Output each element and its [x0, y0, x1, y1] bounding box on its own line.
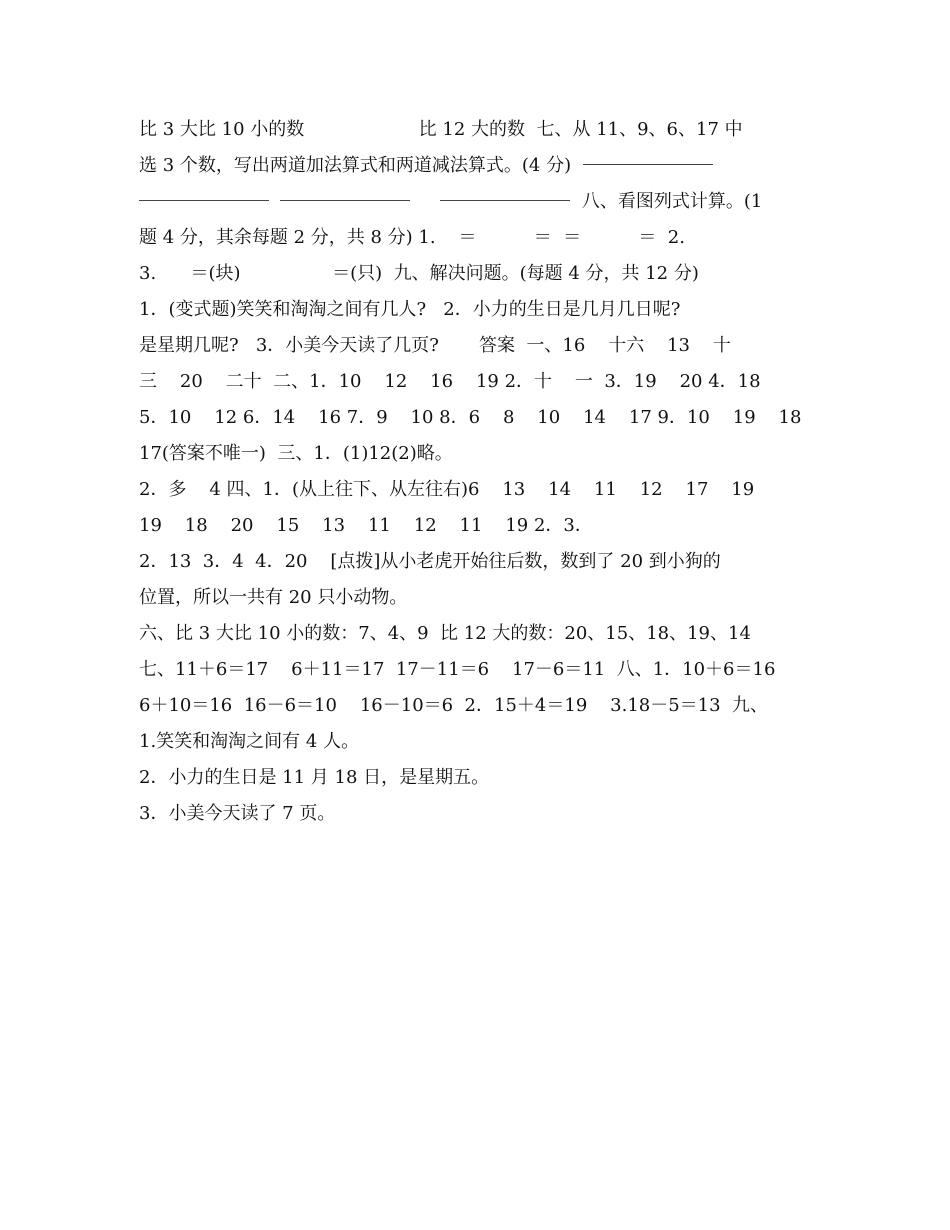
text-run: 题 4 分，其余每题 2 分，共 8 分) 1. ＝ ＝ ＝ ＝ 2.	[139, 227, 685, 248]
text-run: 是星期几呢? 3．小美今天读了几页? 答案 一、16 十六 13 十	[139, 335, 731, 356]
text-line	[139, 220, 819, 256]
text-line	[139, 508, 819, 544]
text-line	[139, 148, 819, 184]
answer-blank	[280, 200, 410, 201]
document-body	[139, 112, 819, 832]
text-line	[139, 616, 819, 652]
text-run	[269, 191, 280, 212]
text-run: 2．多 4 四、1．(从上往下、从左往右)6 13 14 11 12 17 19	[139, 479, 755, 500]
text-run: 选 3 个数，写出两道加法算式和两道减法算式。(4 分)	[139, 155, 583, 176]
answer-blank	[139, 200, 269, 201]
text-run: 6＋10＝16 16－6＝10 16－10＝6 2．15＋4＝19 3.18－5＝13 九、	[139, 695, 769, 716]
text-run: 2．13 3．4 4．20 [点拨]从小老虎开始往后数，数到了 20 到小狗的	[139, 551, 721, 572]
text-run: 3．小美今天读了 7 页。	[139, 803, 336, 824]
text-run: 三 20 二十 二、1．10 12 16 19 2．十 一 3．19 20 4．18	[139, 371, 761, 392]
text-line	[139, 796, 819, 832]
text-line	[139, 400, 819, 436]
text-line	[139, 688, 819, 724]
text-run: 位置，所以一共有 20 只小动物。	[139, 587, 408, 608]
text-line	[139, 436, 819, 472]
text-line	[139, 580, 819, 616]
text-line	[139, 112, 819, 148]
text-run: 5．10 12 6．14 16 7．9 10 8．6 8 10 14 17 9．10 19 18	[139, 407, 802, 428]
text-run: 1.笑笑和淘淘之间有 4 人。	[139, 731, 360, 752]
text-line	[139, 544, 819, 580]
text-line	[139, 760, 819, 796]
text-line	[139, 328, 819, 364]
text-line	[139, 472, 819, 508]
text-run: 八、看图列式计算。(1	[570, 191, 763, 212]
text-line	[139, 652, 819, 688]
text-run: 比 3 大比 10 小的数 比 12 大的数 七、从 11、9、6、17 中	[139, 119, 743, 140]
text-line	[139, 364, 819, 400]
text-line	[139, 184, 819, 220]
text-run: 17(答案不唯一) 三、1．(1)12(2)略。	[139, 443, 453, 464]
text-line	[139, 292, 819, 328]
text-line	[139, 256, 819, 292]
text-run: 六、比 3 大比 10 小的数：7、4、9 比 12 大的数：20、15、18、19、14	[139, 623, 751, 644]
text-line	[139, 724, 819, 760]
text-run: 2．小力的生日是 11 月 18 日，是星期五。	[139, 767, 490, 788]
text-run: 1．(变式题)笑笑和淘淘之间有几人? 2．小力的生日是几月几日呢?	[139, 299, 681, 320]
answer-blank	[440, 200, 570, 201]
text-run: 3. ＝(块) ＝(只) 九、解决问题。(每题 4 分，共 12 分)	[139, 263, 699, 284]
answer-blank	[583, 164, 713, 165]
text-run: 七、11＋6＝17 6＋11＝17 17－11＝6 17－6＝11 八、1．10＋6＝16	[139, 659, 776, 680]
text-run: 19 18 20 15 13 11 12 11 19 2．3．	[139, 515, 593, 536]
